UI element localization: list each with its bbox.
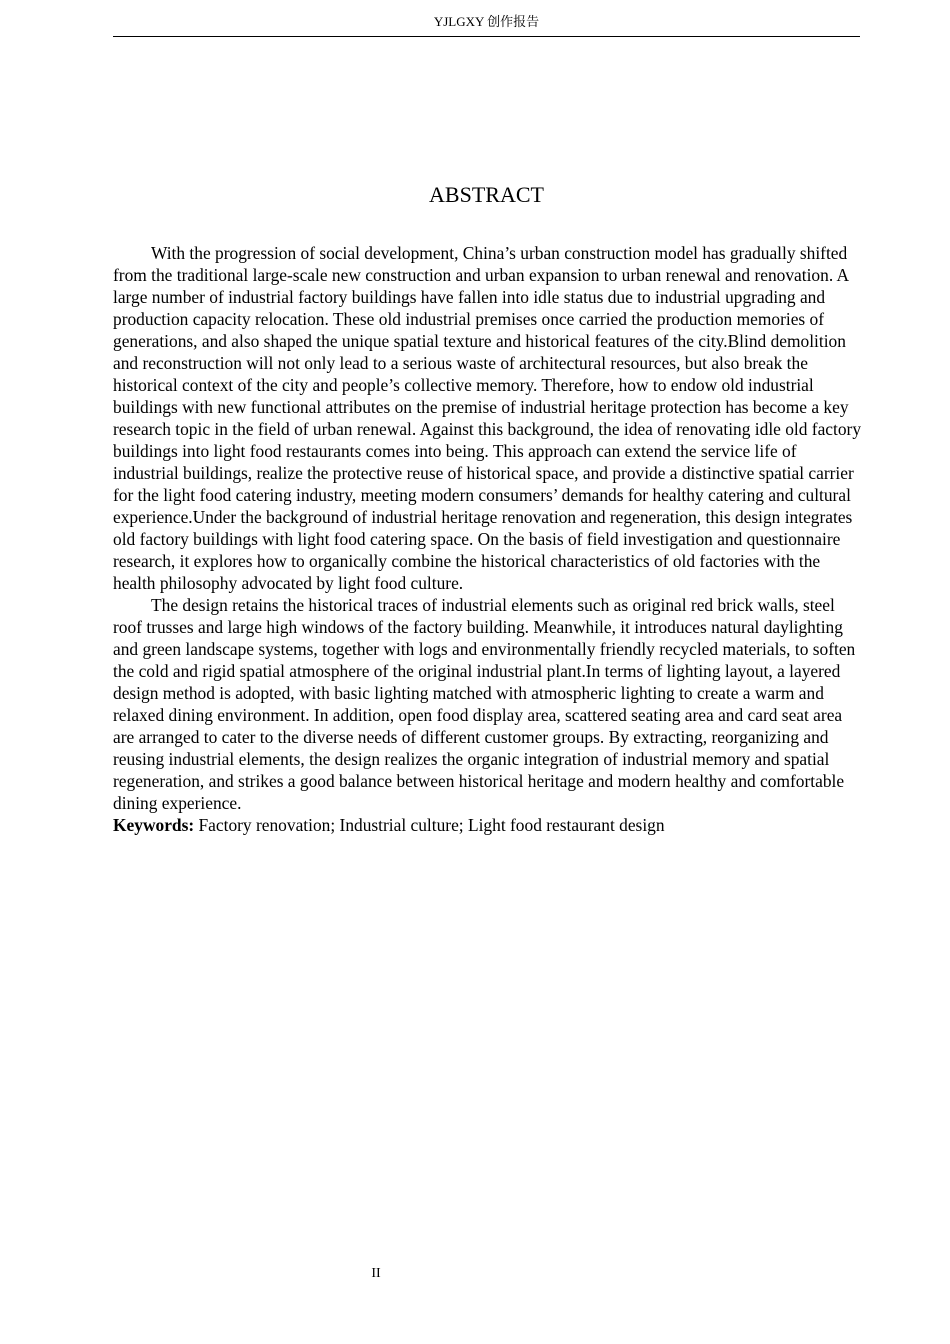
keywords-label: Keywords:: [113, 815, 195, 835]
page-number: II: [371, 1266, 381, 1281]
abstract-paragraph-1: With the progression of social development, China’s urban construction model has gradually shifted from the traditional large-scale new construction and urban expansion to urban renewal and renovation. A large number of industrial factory buildings have fallen into idle status due to industrial upgrading and production capacity relocation. These old industrial premises once carried the production memories of generations, and also shaped the unique spatial texture and historical features of the city.Blind demolition and reconstruction will not only lead to a serious waste of architectural resources, but also break the historical context of the city and people’s collective memory. Therefore, how to endow old industrial buildings with new functional attributes on the premise of industrial heritage protection has become a key research topic in the field of urban renewal. Against this background, the idea of renovating idle old factory buildings into light food restaurants comes into being. This approach can extend the service life of industrial buildings, realize the protective reuse of historical space, and provide a distinctive spatial carrier for the light food catering industry, meeting modern consumers’ demands for healthy catering and cultural experience.Under the background of industrial heritage renovation and regeneration, this design integrates old factory buildings with light food catering space. On the basis of field investigation and questionnaire research, it explores how to organically combine the historical characteristics of old factories with the health philosophy advocated by light food culture.: [113, 243, 862, 593]
abstract-paragraph-2: The design retains the historical traces of industrial elements such as original red brick walls, steel roof trusses and large high windows of the factory building. Meanwhile, it introduces natural daylighting and green landscape systems, together with logs and environmentally friendly recycled materials, to soften the cold and rigid spatial atmosphere of the original industrial plant.In terms of lighting layout, a layered design method is adopted, with basic lighting matched with atmospheric lighting to create a warm and relaxed dining environment. In addition, open food display area, scattered seating area and card seat area are arranged to cater to the diverse needs of different customer groups. By extracting, reorganizing and reusing industrial elements, the design realizes the organic integration of industrial memory and spatial regeneration, and strikes a good balance between historical heritage and modern healthy and comfortable dining experience.: [113, 595, 856, 813]
keywords-text: Factory renovation; Industrial culture; Light food restaurant design: [194, 815, 665, 835]
header-text: YJLGXY 创作报告: [433, 14, 540, 29]
page-header: [113, 12, 860, 37]
abstract-body: [113, 242, 863, 836]
abstract-title: ABSTRACT: [429, 182, 544, 207]
keywords-line: [113, 814, 863, 836]
